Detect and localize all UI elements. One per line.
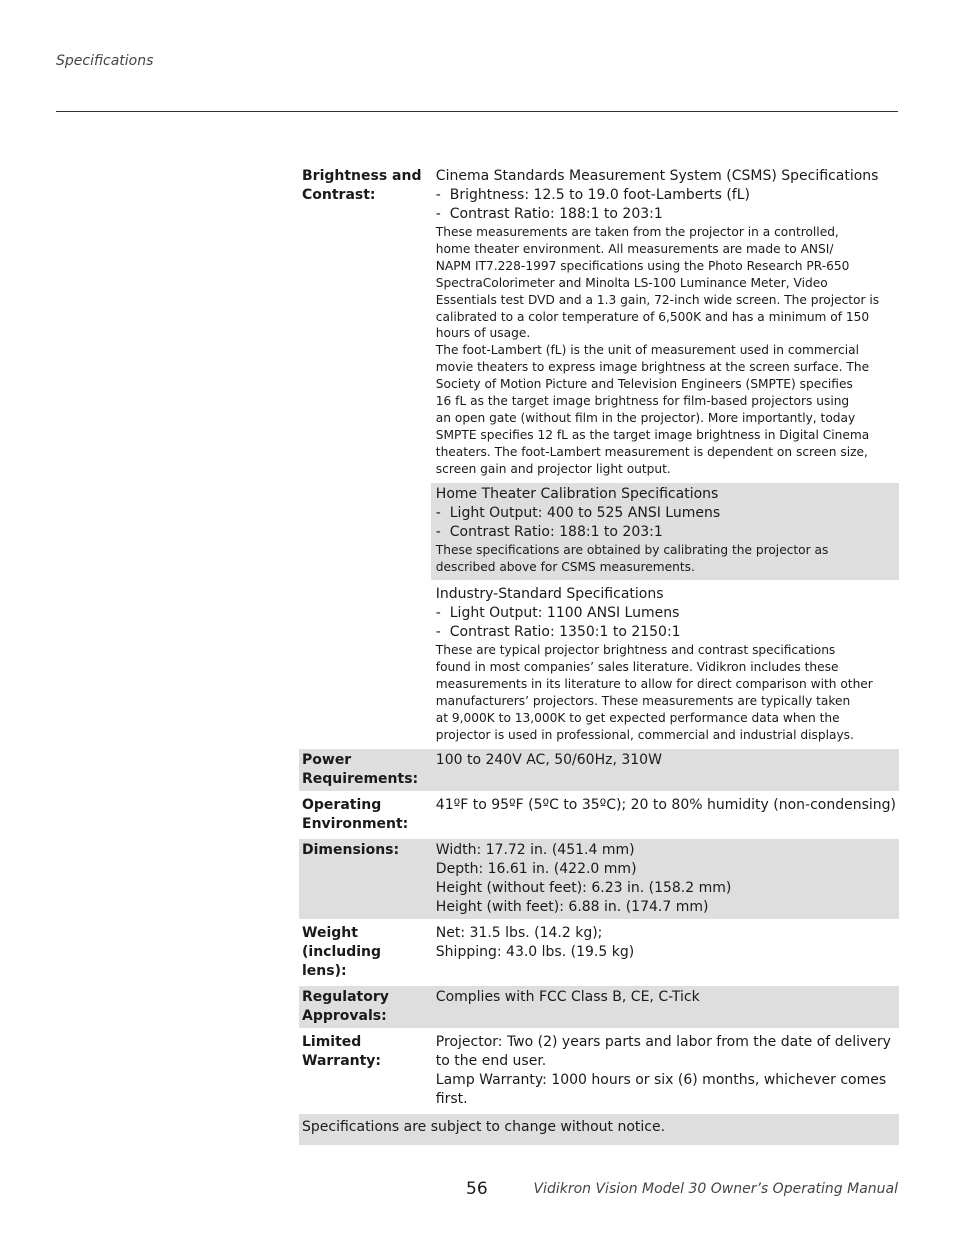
regulatory-label: Regulatory Approvals: xyxy=(299,986,431,1028)
csms-block xyxy=(431,165,899,480)
csms-note-1: These measurements are taken from the projector in a controlled, home theater environment. All measurements are made to ANSI/ NAPM IT7.228-1997 specifications using the Photo Research PR-650 SpectraColorimeter and Minolta LS-100 Luminance Meter, Video Essentials test DVD and a 1.3 gain, 72-inch wide screen. The projector is calibrated to a color temperature of 6,500K and has a minimum of 150 hours of usage. xyxy=(435,225,880,341)
weight-value: Net: 31.5 lbs. (14.2 kg); Shipping: 43.0 lbs. (19.5 kg) xyxy=(435,924,635,960)
footnote: Specifications are subject to change without notice. xyxy=(299,1114,899,1145)
spec-row-footnote xyxy=(299,1114,899,1145)
weight-label: Weight (including lens): xyxy=(302,924,382,979)
industry-item: - Light Output: 1100 ANSI Lumens xyxy=(436,604,896,623)
csms-note-2: The foot-Lambert (fL) is the unit of measurement used in commercial movie theaters to express image brightness at the screen surface. The Society of Motion Picture and Television Engineers (SMPTE) specifies 16 fL as the target image brightness for film-based projectors using an open gate (without film in the projector). More importantly, today SMPTE specifies 12 fL as the target image brightness in Digital Cinema theaters. The foot-Lambert measurement is dependent on screen size, screen gain and projector light output. xyxy=(435,343,870,476)
header-divider xyxy=(56,111,898,112)
home-note: These specifications are obtained by calibrating the projector as described above for CSMS measurements. xyxy=(435,542,829,574)
industry-title: Industry-Standard Specifications xyxy=(435,586,664,603)
spec-row-brightness-industry xyxy=(299,583,899,745)
specifications-table xyxy=(299,162,899,1148)
spec-row-dimensions xyxy=(299,839,899,919)
csms-title: Cinema Standards Measurement System (CSMS) Specifications xyxy=(435,168,879,184)
home-theater-block xyxy=(431,483,899,581)
spec-row-warranty xyxy=(299,1031,899,1111)
industry-block xyxy=(431,583,899,745)
home-item: - Light Output: 400 to 525 ANSI Lumens xyxy=(436,504,896,523)
spec-row-regulatory xyxy=(299,986,899,1028)
empty-label-cell xyxy=(299,483,431,581)
environment-label: Operating Environment: xyxy=(302,796,409,832)
empty-label-cell xyxy=(299,583,431,745)
industry-note: These are typical projector brightness and contrast specifications found in most companies’ sales literature. Vidikron includes these measurements in its literature to allow for direct comparison with other manufacturers’ projectors. These measurements are typically taken at 9,000K to 13,000K to get expected performance data when the projector is used in professional, commercial and industrial displays. xyxy=(435,643,873,742)
spec-row-weight xyxy=(299,922,899,983)
csms-item: - Brightness: 12.5 to 19.0 foot-Lamberts (fL) xyxy=(436,186,896,205)
dimensions-label: Dimensions: xyxy=(299,839,431,919)
page-number: 56 xyxy=(466,1179,488,1199)
industry-item: - Contrast Ratio: 1350:1 to 2150:1 xyxy=(436,623,896,642)
csms-item: - Contrast Ratio: 188:1 to 203:1 xyxy=(436,205,896,224)
regulatory-value: Complies with FCC Class B, CE, C-Tick xyxy=(431,986,899,1028)
manual-title: Vidikron Vision Model 30 Owner’s Operating Manual xyxy=(533,1181,898,1197)
section-header: Specifications xyxy=(56,53,154,69)
dimensions-value: Width: 17.72 in. (451.4 mm) Depth: 16.61 in. (422.0 mm) Height (without feet): 6.23 in. (158.2 mm) Height (with feet): 6.88 in. (174.7 mm) xyxy=(431,839,899,919)
spec-row-brightness-home xyxy=(299,483,899,581)
environment-value: 41ºF to 95ºF (5ºC to 35ºC); 20 to 80% humidity (non-condensing) xyxy=(435,796,896,813)
power-value: 100 to 240V AC, 50/60Hz, 310W xyxy=(431,749,899,791)
power-label: Power Requirements: xyxy=(299,749,431,791)
spec-row-power xyxy=(299,749,899,791)
warranty-value: Projector: Two (2) years parts and labor from the date of delivery to the end user. Lamp Warranty: 1000 hours or six (6) months, whichever comes first. xyxy=(435,1033,891,1107)
warranty-label: Limited Warranty: xyxy=(302,1033,382,1069)
home-title: Home Theater Calibration Specifications xyxy=(435,485,719,502)
home-item: - Contrast Ratio: 188:1 to 203:1 xyxy=(436,523,896,542)
brightness-label: Brightness and Contrast: xyxy=(302,168,422,203)
spec-row-environment xyxy=(299,794,899,836)
spec-row-brightness-csms xyxy=(299,165,899,480)
